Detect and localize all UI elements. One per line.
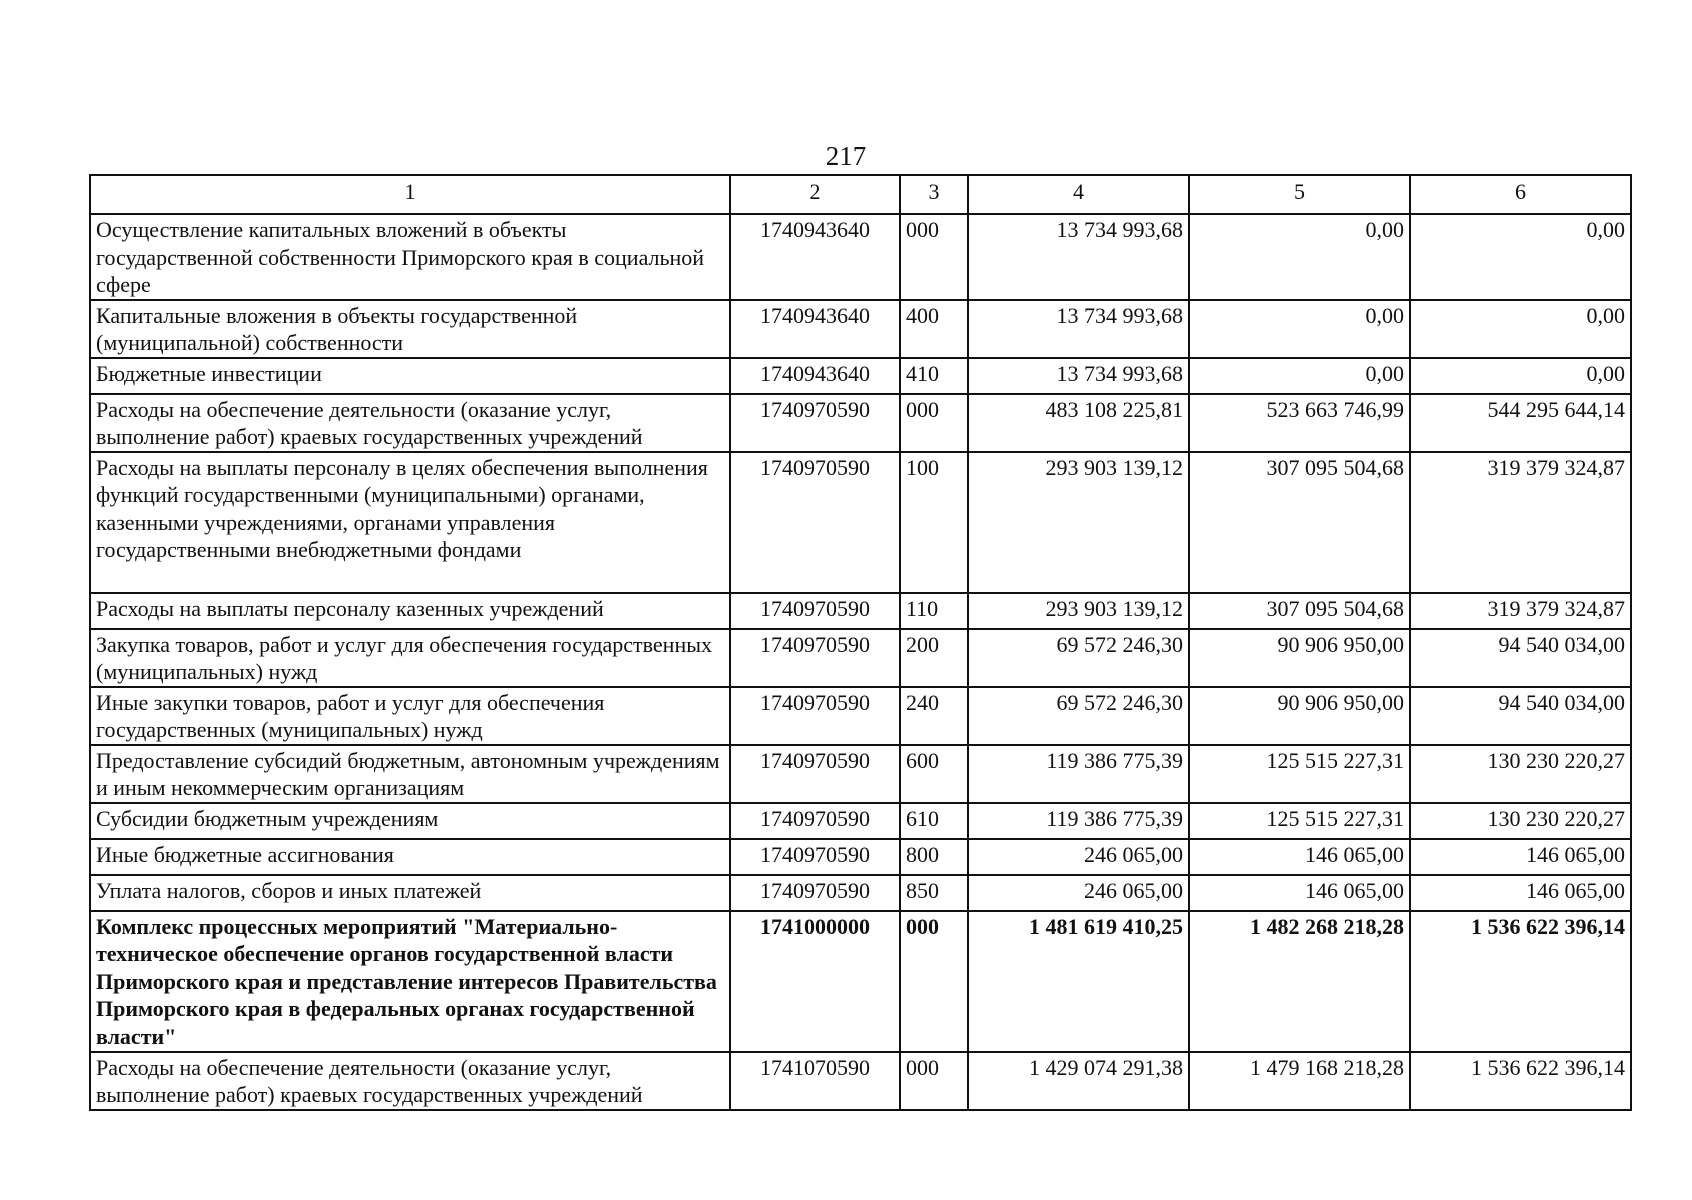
page-number: 217	[825, 141, 867, 171]
row-type-code: 000	[900, 911, 968, 1052]
row-value-col6: 94 540 034,00	[1410, 687, 1631, 745]
row-value-col4: 13 734 993,68	[968, 300, 1189, 358]
table-row	[90, 394, 1631, 452]
row-type-code: 000	[900, 1052, 968, 1110]
row-code: 1741070590	[730, 1052, 900, 1110]
row-value-col5: 1 482 268 218,28	[1189, 911, 1410, 1052]
row-type-code: 410	[900, 358, 968, 394]
row-code: 1740970590	[730, 687, 900, 745]
header-col-4: 4	[968, 175, 1189, 214]
table-row	[90, 1052, 1631, 1110]
row-value-col4: 119 386 775,39	[968, 745, 1189, 803]
budget-table	[89, 174, 1632, 1111]
row-name: Расходы на обеспечение деятельности (оказание услуг, выполнение работ) краевых государственных учреждений	[90, 394, 730, 452]
header-col-1: 1	[90, 175, 730, 214]
row-value-col4: 293 903 139,12	[968, 593, 1189, 629]
row-code: 1740970590	[730, 452, 900, 593]
row-value-col5: 0,00	[1189, 214, 1410, 300]
row-name: Иные бюджетные ассигнования	[90, 839, 730, 875]
row-value-col4: 13 734 993,68	[968, 214, 1189, 300]
row-value-col5: 90 906 950,00	[1189, 687, 1410, 745]
row-code: 1741000000	[730, 911, 900, 1052]
row-code: 1740970590	[730, 593, 900, 629]
row-type-code: 240	[900, 687, 968, 745]
row-name: Закупка товаров, работ и услуг для обеспечения государственных (муниципальных) нужд	[90, 629, 730, 687]
row-value-col5: 0,00	[1189, 358, 1410, 394]
row-code: 1740943640	[730, 300, 900, 358]
table-row	[90, 358, 1631, 394]
row-name: Расходы на обеспечение деятельности (оказание услуг, выполнение работ) краевых государственных учреждений	[90, 1052, 730, 1110]
table-row	[90, 300, 1631, 358]
table-row	[90, 875, 1631, 911]
row-name: Расходы на выплаты персоналу казенных учреждений	[90, 593, 730, 629]
table-row	[90, 803, 1631, 839]
row-value-col5: 523 663 746,99	[1189, 394, 1410, 452]
row-value-col6: 1 536 622 396,14	[1410, 1052, 1631, 1110]
row-name: Осуществление капитальных вложений в объекты государственной собственности Приморского края в социальной сфере	[90, 214, 730, 300]
row-name: Бюджетные инвестиции	[90, 358, 730, 394]
row-value-col5: 307 095 504,68	[1189, 593, 1410, 629]
row-value-col6: 319 379 324,87	[1410, 593, 1631, 629]
row-name: Субсидии бюджетным учреждениям	[90, 803, 730, 839]
table-row	[90, 839, 1631, 875]
header-row	[90, 175, 1631, 214]
header-col-5: 5	[1189, 175, 1410, 214]
row-type-code: 600	[900, 745, 968, 803]
row-name: Капитальные вложения в объекты государственной (муниципальной) собственности	[90, 300, 730, 358]
row-type-code: 200	[900, 629, 968, 687]
row-code: 1740943640	[730, 214, 900, 300]
row-value-col6: 0,00	[1410, 358, 1631, 394]
row-code: 1740943640	[730, 358, 900, 394]
row-value-col6: 130 230 220,27	[1410, 803, 1631, 839]
row-type-code: 110	[900, 593, 968, 629]
row-value-col5: 90 906 950,00	[1189, 629, 1410, 687]
row-type-code: 000	[900, 394, 968, 452]
row-value-col5: 125 515 227,31	[1189, 803, 1410, 839]
table-row	[90, 593, 1631, 629]
table-row	[90, 911, 1631, 1052]
row-value-col4: 1 429 074 291,38	[968, 1052, 1189, 1110]
row-value-col4: 69 572 246,30	[968, 629, 1189, 687]
header-col-3: 3	[900, 175, 968, 214]
row-type-code: 610	[900, 803, 968, 839]
row-value-col6: 0,00	[1410, 214, 1631, 300]
row-name: Уплата налогов, сборов и иных платежей	[90, 875, 730, 911]
row-code: 1740970590	[730, 629, 900, 687]
row-value-col5: 307 095 504,68	[1189, 452, 1410, 593]
row-code: 1740970590	[730, 745, 900, 803]
row-value-col5: 146 065,00	[1189, 839, 1410, 875]
row-code: 1740970590	[730, 839, 900, 875]
row-value-col4: 119 386 775,39	[968, 803, 1189, 839]
row-value-col6: 319 379 324,87	[1410, 452, 1631, 593]
table-row	[90, 687, 1631, 745]
table-row	[90, 214, 1631, 300]
row-value-col4: 1 481 619 410,25	[968, 911, 1189, 1052]
row-value-col4: 246 065,00	[968, 875, 1189, 911]
header-col-2: 2	[730, 175, 900, 214]
row-type-code: 000	[900, 214, 968, 300]
row-value-col4: 483 108 225,81	[968, 394, 1189, 452]
row-value-col6: 146 065,00	[1410, 839, 1631, 875]
row-name: Комплекс процессных мероприятий "Материально-техническое обеспечение органов государственной власти Приморского края и представление интересов Правительства Приморского края в федеральных органах государственной власти"	[90, 911, 730, 1052]
row-value-col6: 0,00	[1410, 300, 1631, 358]
table-row	[90, 745, 1631, 803]
row-value-col6: 1 536 622 396,14	[1410, 911, 1631, 1052]
row-value-col5: 1 479 168 218,28	[1189, 1052, 1410, 1110]
row-code: 1740970590	[730, 394, 900, 452]
row-value-col6: 130 230 220,27	[1410, 745, 1631, 803]
row-code: 1740970590	[730, 875, 900, 911]
row-name: Расходы на выплаты персоналу в целях обеспечения выполнения функций государственными (муниципальными) органами, казенными учреждениями, органами управления государственными внебюджетными фондами	[90, 452, 730, 593]
row-name: Иные закупки товаров, работ и услуг для обеспечения государственных (муниципальных) нужд	[90, 687, 730, 745]
table-row	[90, 452, 1631, 593]
row-value-col5: 146 065,00	[1189, 875, 1410, 911]
row-value-col4: 293 903 139,12	[968, 452, 1189, 593]
row-value-col4: 13 734 993,68	[968, 358, 1189, 394]
row-name: Предоставление субсидий бюджетным, автономным учреждениям и иным некоммерческим организациям	[90, 745, 730, 803]
row-value-col5: 0,00	[1189, 300, 1410, 358]
row-type-code: 400	[900, 300, 968, 358]
row-code: 1740970590	[730, 803, 900, 839]
row-value-col4: 246 065,00	[968, 839, 1189, 875]
table-row	[90, 629, 1631, 687]
row-type-code: 800	[900, 839, 968, 875]
row-value-col5: 125 515 227,31	[1189, 745, 1410, 803]
header-col-6: 6	[1410, 175, 1631, 214]
row-value-col6: 146 065,00	[1410, 875, 1631, 911]
row-type-code: 850	[900, 875, 968, 911]
row-type-code: 100	[900, 452, 968, 593]
row-value-col6: 94 540 034,00	[1410, 629, 1631, 687]
row-value-col4: 69 572 246,30	[968, 687, 1189, 745]
row-value-col6: 544 295 644,14	[1410, 394, 1631, 452]
